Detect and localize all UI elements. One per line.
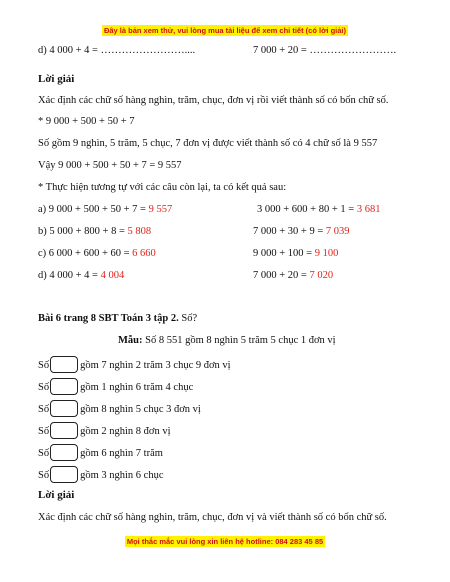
answer-box[interactable] <box>50 356 78 373</box>
example-line: Mẫu: Số 8 551 gồm 8 nghìn 5 trăm 5 chục 1 đơn vị <box>118 335 336 346</box>
result-c-left: c) 6 000 + 600 + 60 = 6 660 <box>38 248 156 259</box>
answer-box[interactable] <box>50 378 78 395</box>
answer: 5 808 <box>127 226 152 237</box>
answer: 7 020 <box>309 270 334 281</box>
solution-heading: Lời giải <box>38 73 75 85</box>
answer: 9 557 <box>148 204 173 215</box>
question-d-right: 7 000 + 20 = ……………………. <box>253 45 397 56</box>
answer: 9 100 <box>314 248 339 259</box>
answer: 7 039 <box>325 226 350 237</box>
answer-box[interactable] <box>50 400 78 417</box>
solution-intro: Xác định các chữ số hàng nghìn, trăm, chục, đơn vị rồi viết thành số có bốn chữ số. <box>38 95 389 106</box>
expression-1-explanation: Số gồm 9 nghìn, 5 trăm, 5 chục, 7 đơn vị được viết thành số có 4 chữ số là 9 557 <box>38 138 378 149</box>
result-b-left: b) 5 000 + 800 + 8 = 5 808 <box>38 226 152 237</box>
exercise-6-title: Bài 6 trang 8 SBT Toán 3 tập 2. Số? <box>38 313 198 324</box>
result-b-right: 7 000 + 30 + 9 = 7 039 <box>253 226 350 237</box>
preview-banner: Đây là bản xem thử, vui lòng mua tài liệu để xem chi tiết (có lời giải) <box>103 26 347 35</box>
result-d-right: 7 000 + 20 = 7 020 <box>253 270 334 281</box>
result-d-left: d) 4 000 + 4 = 4 004 <box>38 270 125 281</box>
solution-heading: Lời giải <box>38 489 75 501</box>
box-item: Số gồm 2 nghìn 8 đơn vị <box>38 423 171 440</box>
solution-intro: Xác định các chữ số hàng nghìn, trăm, chục, đơn vị và viết thành số có bốn chữ số. <box>38 512 387 523</box>
answer: 4 004 <box>100 270 125 281</box>
similar-note: * Thực hiện tương tự với các câu còn lại, ta có kết quả sau: <box>38 182 287 193</box>
box-item: Số gồm 7 nghìn 2 trăm 3 chục 9 đơn vị <box>38 357 231 374</box>
answer: 6 660 <box>132 248 156 259</box>
answer: 3 681 <box>356 204 381 215</box>
box-item: Số gồm 8 nghìn 5 chục 3 đơn vị <box>38 401 201 418</box>
result-a-right: 3 000 + 600 + 80 + 1 = 3 681 <box>257 204 381 215</box>
expression-1: * 9 000 + 500 + 50 + 7 <box>38 116 135 127</box>
answer-box[interactable] <box>50 466 78 483</box>
answer-box[interactable] <box>50 422 78 439</box>
box-item: Số gồm 3 nghìn 6 chục <box>38 467 164 484</box>
box-item: Số gồm 1 nghìn 6 trăm 4 chục <box>38 379 193 396</box>
answer-box[interactable] <box>50 444 78 461</box>
question-d-left: d) 4 000 + 4 = …………………….... <box>38 45 196 56</box>
result-c-right: 9 000 + 100 = 9 100 <box>253 248 339 259</box>
hotline-banner: Mọi thắc mắc vui lòng xin liên hệ hotline: 084 283 45 85 <box>126 537 324 546</box>
expression-1-result: Vậy 9 000 + 500 + 50 + 7 = 9 557 <box>38 160 182 171</box>
result-a-left: a) 9 000 + 500 + 50 + 7 = 9 557 <box>38 204 173 215</box>
box-item: Số gồm 6 nghìn 7 trăm <box>38 445 163 462</box>
